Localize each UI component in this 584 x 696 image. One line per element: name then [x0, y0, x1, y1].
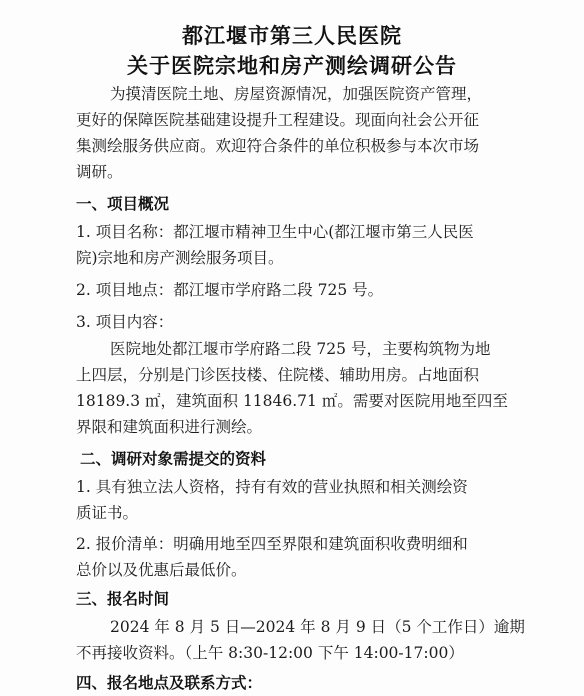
- intro-line-1: 为摸清医院土地、房屋资源情况，加强医院资产管理，: [110, 85, 483, 103]
- document-title-line2: 关于医院宗地和房产测绘调研公告: [127, 54, 457, 78]
- section1-item1-line2: 院)宗地和房产测绘服务项目。: [76, 249, 284, 267]
- section2-item2-line1: 2. 报价清单：明确用地至四至界限和建筑面积收费明细和: [76, 535, 468, 553]
- intro-line-4: 调研。: [76, 163, 123, 181]
- section4-heading: 四、报名地点及联系方式：: [76, 674, 263, 692]
- section2-item1-line2: 质证书。: [76, 504, 139, 522]
- document-title-line1: 都江堰市第三人民医院: [182, 24, 402, 48]
- section2-heading: 二、调研对象需提交的资料: [80, 450, 267, 468]
- intro-line-2: 更好的保障医院基础建设提升工程建设。现面向社会公开征: [76, 111, 480, 129]
- section3-heading: 三、报名时间: [76, 590, 170, 608]
- intro-line-3: 集测绘服务供应商。欢迎符合条件的单位积极参与本次市场: [76, 137, 480, 155]
- section3-line1: 2024 年 8 月 5 日—2024 年 8 月 9 日（5 个工作日）逾期: [110, 618, 525, 636]
- section3-line2: 不再接收资料。（上午 8:30-12:00 下午 14:00-17:00）: [76, 644, 464, 662]
- section1-content-line2: 上四层，分别是门诊医技楼、住院楼、辅助用房。占地面积: [76, 366, 480, 384]
- section1-item1-line1: 1. 项目名称：都江堰市精神卫生中心(都江堰市第三人民医: [76, 223, 474, 241]
- section1-heading: 一、项目概况: [76, 195, 170, 213]
- section1-item3: 3. 项目内容：: [76, 313, 174, 331]
- section1-content-line4: 界限和建筑面积进行测绘。: [76, 418, 263, 436]
- section1-item2: 2. 项目地点：都江堰市学府路二段 725 号。: [76, 281, 384, 299]
- section1-content-line1: 医院地处都江堰市学府路二段 725 号，主要构筑物为地: [110, 340, 491, 358]
- section2-item1-line1: 1. 具有独立法人资格，持有有效的营业执照和相关测绘资: [76, 478, 468, 496]
- section2-item2-line2: 总价以及优惠后最低价。: [76, 561, 247, 579]
- section1-content-line3: 18189.3 ㎡，建筑面积 11846.71 ㎡。需要对医院用地至四至: [76, 392, 508, 410]
